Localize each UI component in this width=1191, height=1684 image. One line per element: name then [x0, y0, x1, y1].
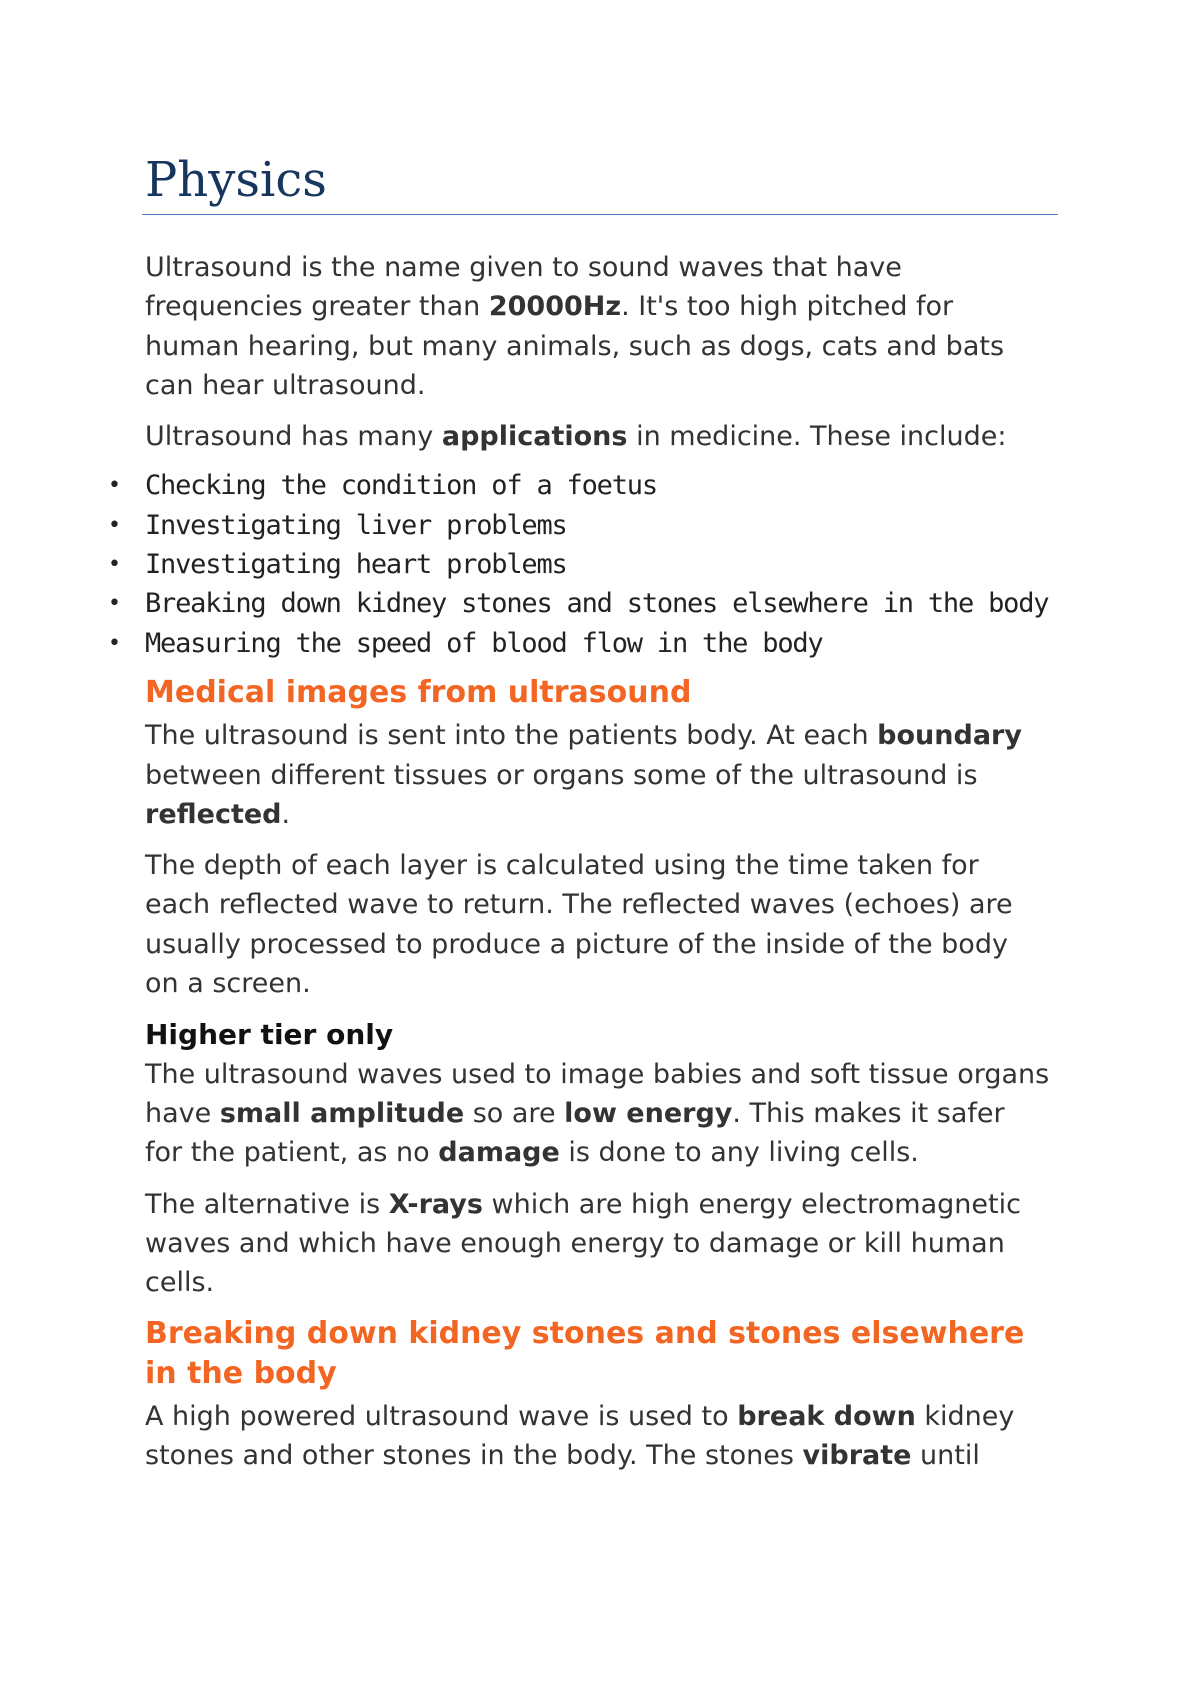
bold-term: reflected — [145, 798, 282, 830]
kidney-stones-paragraph-1 — [145, 1397, 1050, 1476]
subheading-higher-tier: Higher tier only — [145, 1018, 394, 1052]
page-title: Physics — [145, 152, 327, 208]
text-run: The ultrasound is sent into the patients body. At each — [145, 720, 878, 752]
bullet-icon: • — [108, 512, 121, 538]
bold-term: small amplitude — [219, 1097, 465, 1129]
medical-images-paragraph-1 — [145, 716, 1050, 834]
list-item-text: Checking the condition of a foetus — [145, 470, 657, 502]
bold-term: vibrate — [802, 1440, 912, 1472]
intro-paragraph-2 — [145, 417, 1050, 456]
intro-paragraph-1 — [145, 248, 1050, 405]
bold-term: damage — [438, 1137, 560, 1169]
text-run: The ultrasound waves used to image babies and soft tissue organs have — [145, 1058, 1050, 1129]
text-run: Ultrasound has many — [145, 421, 442, 453]
text-run: . — [281, 798, 291, 830]
list-item-text: Breaking down kidney stones and stones elsewhere in the body — [145, 588, 1049, 620]
document-body — [108, 248, 1050, 1488]
bold-term: applications — [441, 421, 628, 453]
list-item — [108, 624, 1050, 663]
bold-term: break down — [737, 1401, 916, 1433]
bold-term: low energy — [564, 1097, 733, 1129]
bold-term: boundary — [877, 720, 1022, 752]
text-run: in medicine. These include: — [627, 421, 1007, 453]
applications-list — [108, 466, 1050, 662]
list-item — [108, 545, 1050, 584]
section-heading-kidney-stones: Breaking down kidney stones and stones elsewhere in the body — [145, 1316, 1025, 1391]
list-item — [108, 506, 1050, 545]
bold-term: X-rays — [388, 1188, 483, 1220]
list-item-text: Investigating liver problems — [145, 509, 567, 541]
higher-tier-paragraph-1 — [145, 1055, 1050, 1173]
text-run: kidney stones and other stones in the body. The stones — [145, 1401, 1015, 1472]
text-run: which are high energy electromagnetic waves and which have enough energy to damage or kill human cells. — [145, 1188, 1021, 1299]
text-run: The alternative is — [145, 1188, 389, 1220]
text-run: A high powered ultrasound wave is used to — [145, 1401, 738, 1433]
text-run: Ultrasound is the name given to sound waves that have frequencies greater than — [145, 252, 902, 323]
list-item-text: Investigating heart problems — [145, 549, 567, 581]
title-underline — [142, 214, 1058, 215]
text-run: . It's too high pitched for human hearing, but many animals, such as dogs, cats and bats can hear ultrasound. — [145, 291, 1005, 401]
text-run: so are — [464, 1097, 565, 1129]
list-item-text: Measuring the speed of blood flow in the body — [145, 627, 823, 659]
list-item — [108, 466, 1050, 505]
higher-tier-paragraph-2 — [145, 1185, 1050, 1303]
bullet-icon: • — [108, 473, 121, 499]
bullet-icon: • — [108, 591, 121, 617]
text-run: . This makes it safer for the patient, as no — [145, 1097, 1005, 1169]
text-run: between different tissues or organs some of the ultrasound is — [145, 759, 978, 791]
text-run: until — [911, 1440, 980, 1472]
text-run: is done to any living cells. — [559, 1137, 919, 1169]
list-item — [108, 584, 1050, 623]
bullet-icon: • — [108, 630, 121, 656]
bullet-icon: • — [108, 552, 121, 578]
bold-term: 20000Hz — [488, 291, 622, 323]
medical-images-paragraph-2: The depth of each layer is calculated using the time taken for each reflected wave to return. The reflected waves (echoes) are usually processed to produce a picture of the inside of the body on a screen. — [145, 850, 1013, 1000]
section-heading-medical-images: Medical images from ultrasound — [145, 674, 692, 710]
